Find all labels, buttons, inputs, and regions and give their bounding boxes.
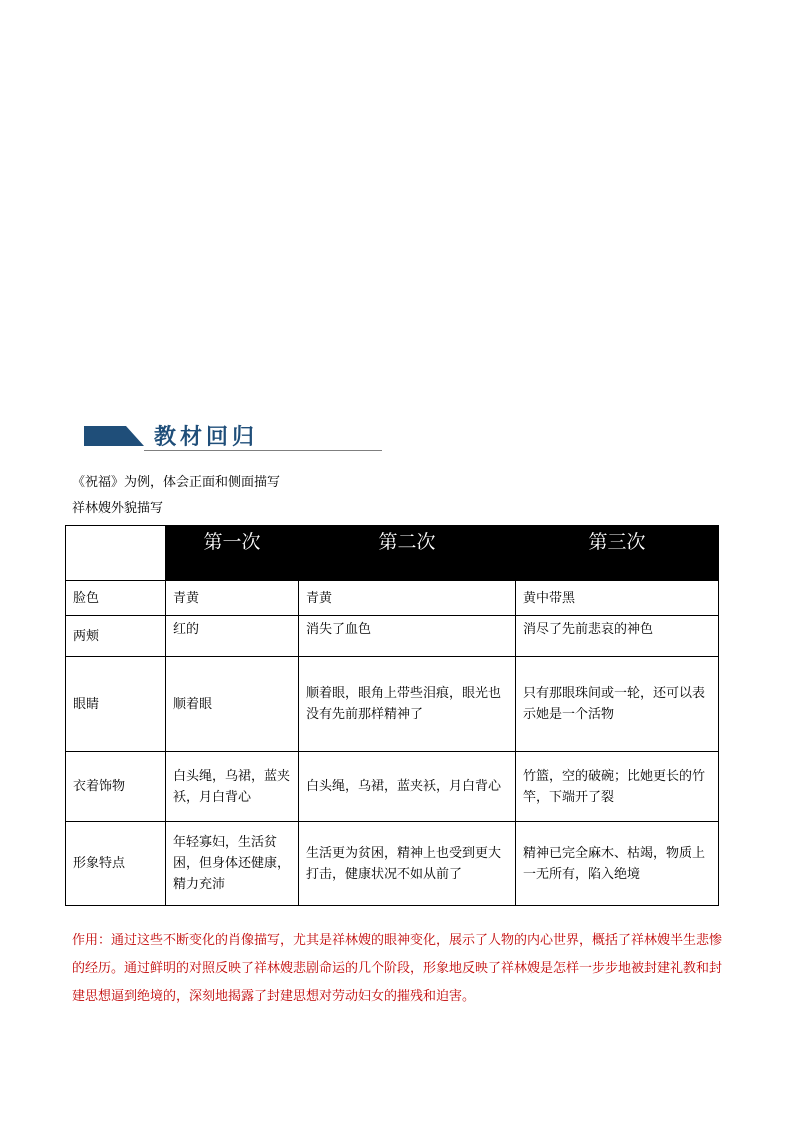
table-cell: 生活更为贫困，精神上也受到更大打击，健康状况不如从前了 [299, 822, 516, 906]
banner-decoration [84, 426, 144, 446]
effect-note: 作用：通过这些不断变化的肖像描写，尤其是祥林嫂的眼神变化，展示了人物的内心世界，概括了祥林嫂半生悲惨的经历。通过鲜明的对照反映了祥林嫂悲剧命运的几个阶段，形象地反映了祥林嫂是怎样一步步地被封建礼教和封建思想逼到绝境的，深刻地揭露了封建思想对劳动妇女的摧残和迫害。 [72, 933, 723, 1004]
table-cell: 红的 [166, 616, 299, 657]
row-label: 眼睛 [66, 657, 166, 752]
intro-line-1: 《祝福》为例，体会正面和侧面描写 [72, 475, 281, 490]
table-row [66, 581, 719, 616]
table-header-cell: 第二次 [299, 526, 516, 581]
appearance-table [65, 525, 719, 906]
section-banner [84, 418, 298, 452]
row-label: 两颊 [66, 616, 166, 657]
table-header-row [66, 526, 719, 581]
table-cell: 竹篮，空的破碗；比她更长的竹竿，下端开了裂 [516, 752, 719, 822]
table-cell: 青黄 [166, 581, 299, 616]
table-header-cell: 第三次 [516, 526, 719, 581]
table-cell: 精神已完全麻木、枯竭，物质上一无所有，陷入绝境 [516, 822, 719, 906]
row-label: 衣着饰物 [66, 752, 166, 822]
row-label: 形象特点 [66, 822, 166, 906]
table-cell: 青黄 [299, 581, 516, 616]
table-row [66, 822, 719, 906]
table-cell: 白头绳，乌裙，蓝夹袄，月白背心 [299, 752, 516, 822]
table-cell: 顺着眼，眼角上带些泪痕，眼光也没有先前那样精神了 [299, 657, 516, 752]
banner-underline [144, 450, 382, 451]
table-cell: 只有那眼珠间或一轮，还可以表示她是一个活物 [516, 657, 719, 752]
row-label: 脸色 [66, 581, 166, 616]
intro-line-2: 祥林嫂外貌描写 [72, 501, 164, 516]
table-cell: 消失了血色 [299, 616, 516, 657]
table-row [66, 616, 719, 657]
table-cell: 顺着眼 [166, 657, 299, 752]
table-cell: 消尽了先前悲哀的神色 [516, 616, 719, 657]
table-cell: 黄中带黑 [516, 581, 719, 616]
table-cell: 白头绳，乌裙，蓝夹袄，月白背心 [166, 752, 299, 822]
table-cell: 年轻寡妇，生活贫困，但身体还健康，精力充沛 [166, 822, 299, 906]
table-row [66, 657, 719, 752]
table-header-corner [66, 526, 166, 581]
section-title: 教材回归 [154, 424, 259, 450]
table-header-cell: 第一次 [166, 526, 299, 581]
table-row [66, 752, 719, 822]
